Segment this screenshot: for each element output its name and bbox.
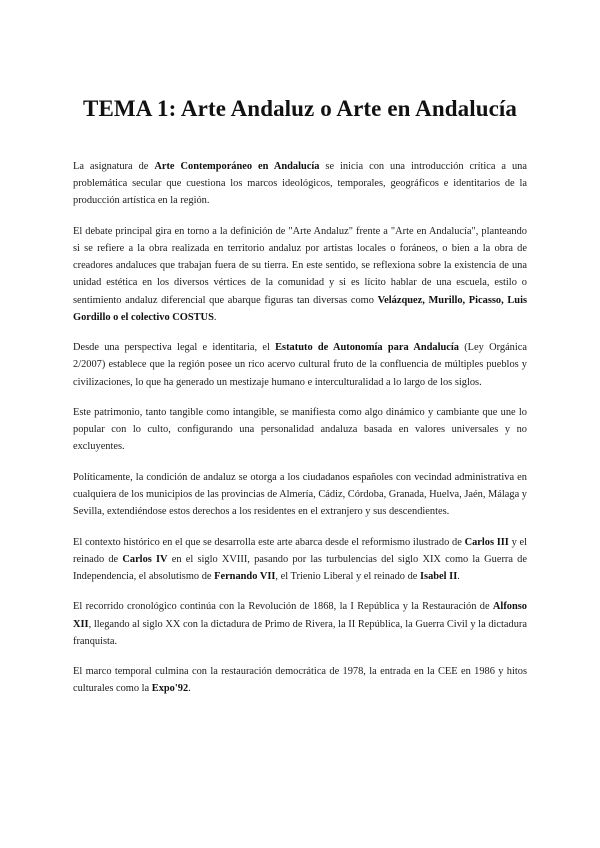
paragraph-text: , el Trienio Liberal y el reinado de	[275, 571, 420, 582]
paragraph-text: Este patrimonio, tanto tangible como intangible, se manifiesta como algo dinámico y cambiante que une lo popular con lo culto, configurando una personalidad andaluza basada en valores universales y no excluyentes.	[73, 407, 527, 453]
paragraph-text: El recorrido cronológico continúa con la Revolución de 1868, la I República y la Restauración de	[73, 601, 493, 613]
paragraph-text: El marco temporal culmina con la restauración democrática de 1978, la entrada en la CEE en 1986 y hitos culturales como la	[73, 666, 527, 695]
bold-text: Carlos III	[464, 536, 509, 548]
paragraph-text: .	[188, 683, 191, 695]
paragraph-text: El contexto histórico en el que se desarrolla este arte abarca desde el reformismo ilustrado de	[73, 536, 465, 548]
paragraph	[73, 339, 527, 391]
bold-text: Arte Contemporáneo en Andalucía	[154, 161, 320, 172]
paragraph	[73, 158, 527, 210]
bold-text: Fernando VII	[214, 571, 276, 582]
paragraph	[73, 598, 527, 650]
paragraph	[73, 663, 527, 697]
bold-text: Estatuto de Autonomía para Andalucía	[275, 342, 459, 354]
paragraph-text: La asignatura de	[73, 161, 155, 172]
paragraph	[73, 404, 527, 456]
document-body	[73, 158, 527, 698]
paragraph	[73, 223, 527, 326]
bold-text: Velázquez, Murillo, Picasso, Luis Gordillo o el colectivo COSTUS	[73, 294, 527, 323]
paragraph-text: , llegando al siglo XX con la dictadura de Primo de Rivera, la II República, la Guerra Civil y la dictadura franquista.	[73, 618, 527, 647]
page-title: TEMA 1: Arte Andaluz o Arte en Andalucía	[83, 96, 517, 121]
bold-text: Expo'92	[151, 683, 189, 695]
paragraph-text: Desde una perspectiva legal e identitaria, el	[73, 342, 276, 354]
paragraph-text: en el siglo XVIII, pasando por las turbulencias del siglo XIX como la Guerra de Independencia, el absolutismo de	[73, 553, 527, 582]
paragraph-text: y el reinado de	[73, 536, 528, 565]
bold-text: Alfonso XII	[73, 601, 527, 630]
paragraph	[73, 469, 527, 521]
paragraph	[73, 534, 527, 586]
paragraph-text: (Ley Orgánica 2/2007) establece que la región posee un rico acervo cultural fruto de la confluencia de múltiples pueblos y civilizaciones, lo que ha generado un mestizaje humano e interculturalidad a lo largo de los siglos.	[73, 342, 527, 388]
paragraph-text: Políticamente, la condición de andaluz se otorga a los ciudadanos españoles con vecindad administrativa en cualquiera de los municipios de las provincias de Almería, Cádiz, Córdoba, Granada, Huelva, Jaén, Málaga y Sevilla, extendiéndose estos derechos a los residentes en el extranjero y sus descendientes.	[73, 471, 527, 518]
paragraph-text: .	[457, 571, 460, 582]
paragraph-text: .	[213, 311, 217, 323]
bold-text: Isabel II	[420, 571, 458, 582]
bold-text: Carlos IV	[122, 553, 168, 565]
paragraph-text: se inicia con una introducción crítica a una problemática secular que cuestiona los marcos ideológicos, temporales, geográficos e identitarios de la producción artística en la región.	[73, 161, 527, 207]
paragraph-text: El debate principal gira en torno a la definición de "Arte Andaluz" frente a "Arte en Andalucía", planteando si se refiere a la obra realizada en territorio andaluz por artistas locales o foráneos, o bien a la obra de creadores andaluces que trabajan fuera de su tierra. En este sentido, se reflexiona sobre la existencia de una unidad estética en los diversos vértices de la comunidad y si es lícito hablar de una escuela, estilo o sentimiento andaluz diferencial que abarque figuras tan diversas como	[73, 225, 527, 306]
